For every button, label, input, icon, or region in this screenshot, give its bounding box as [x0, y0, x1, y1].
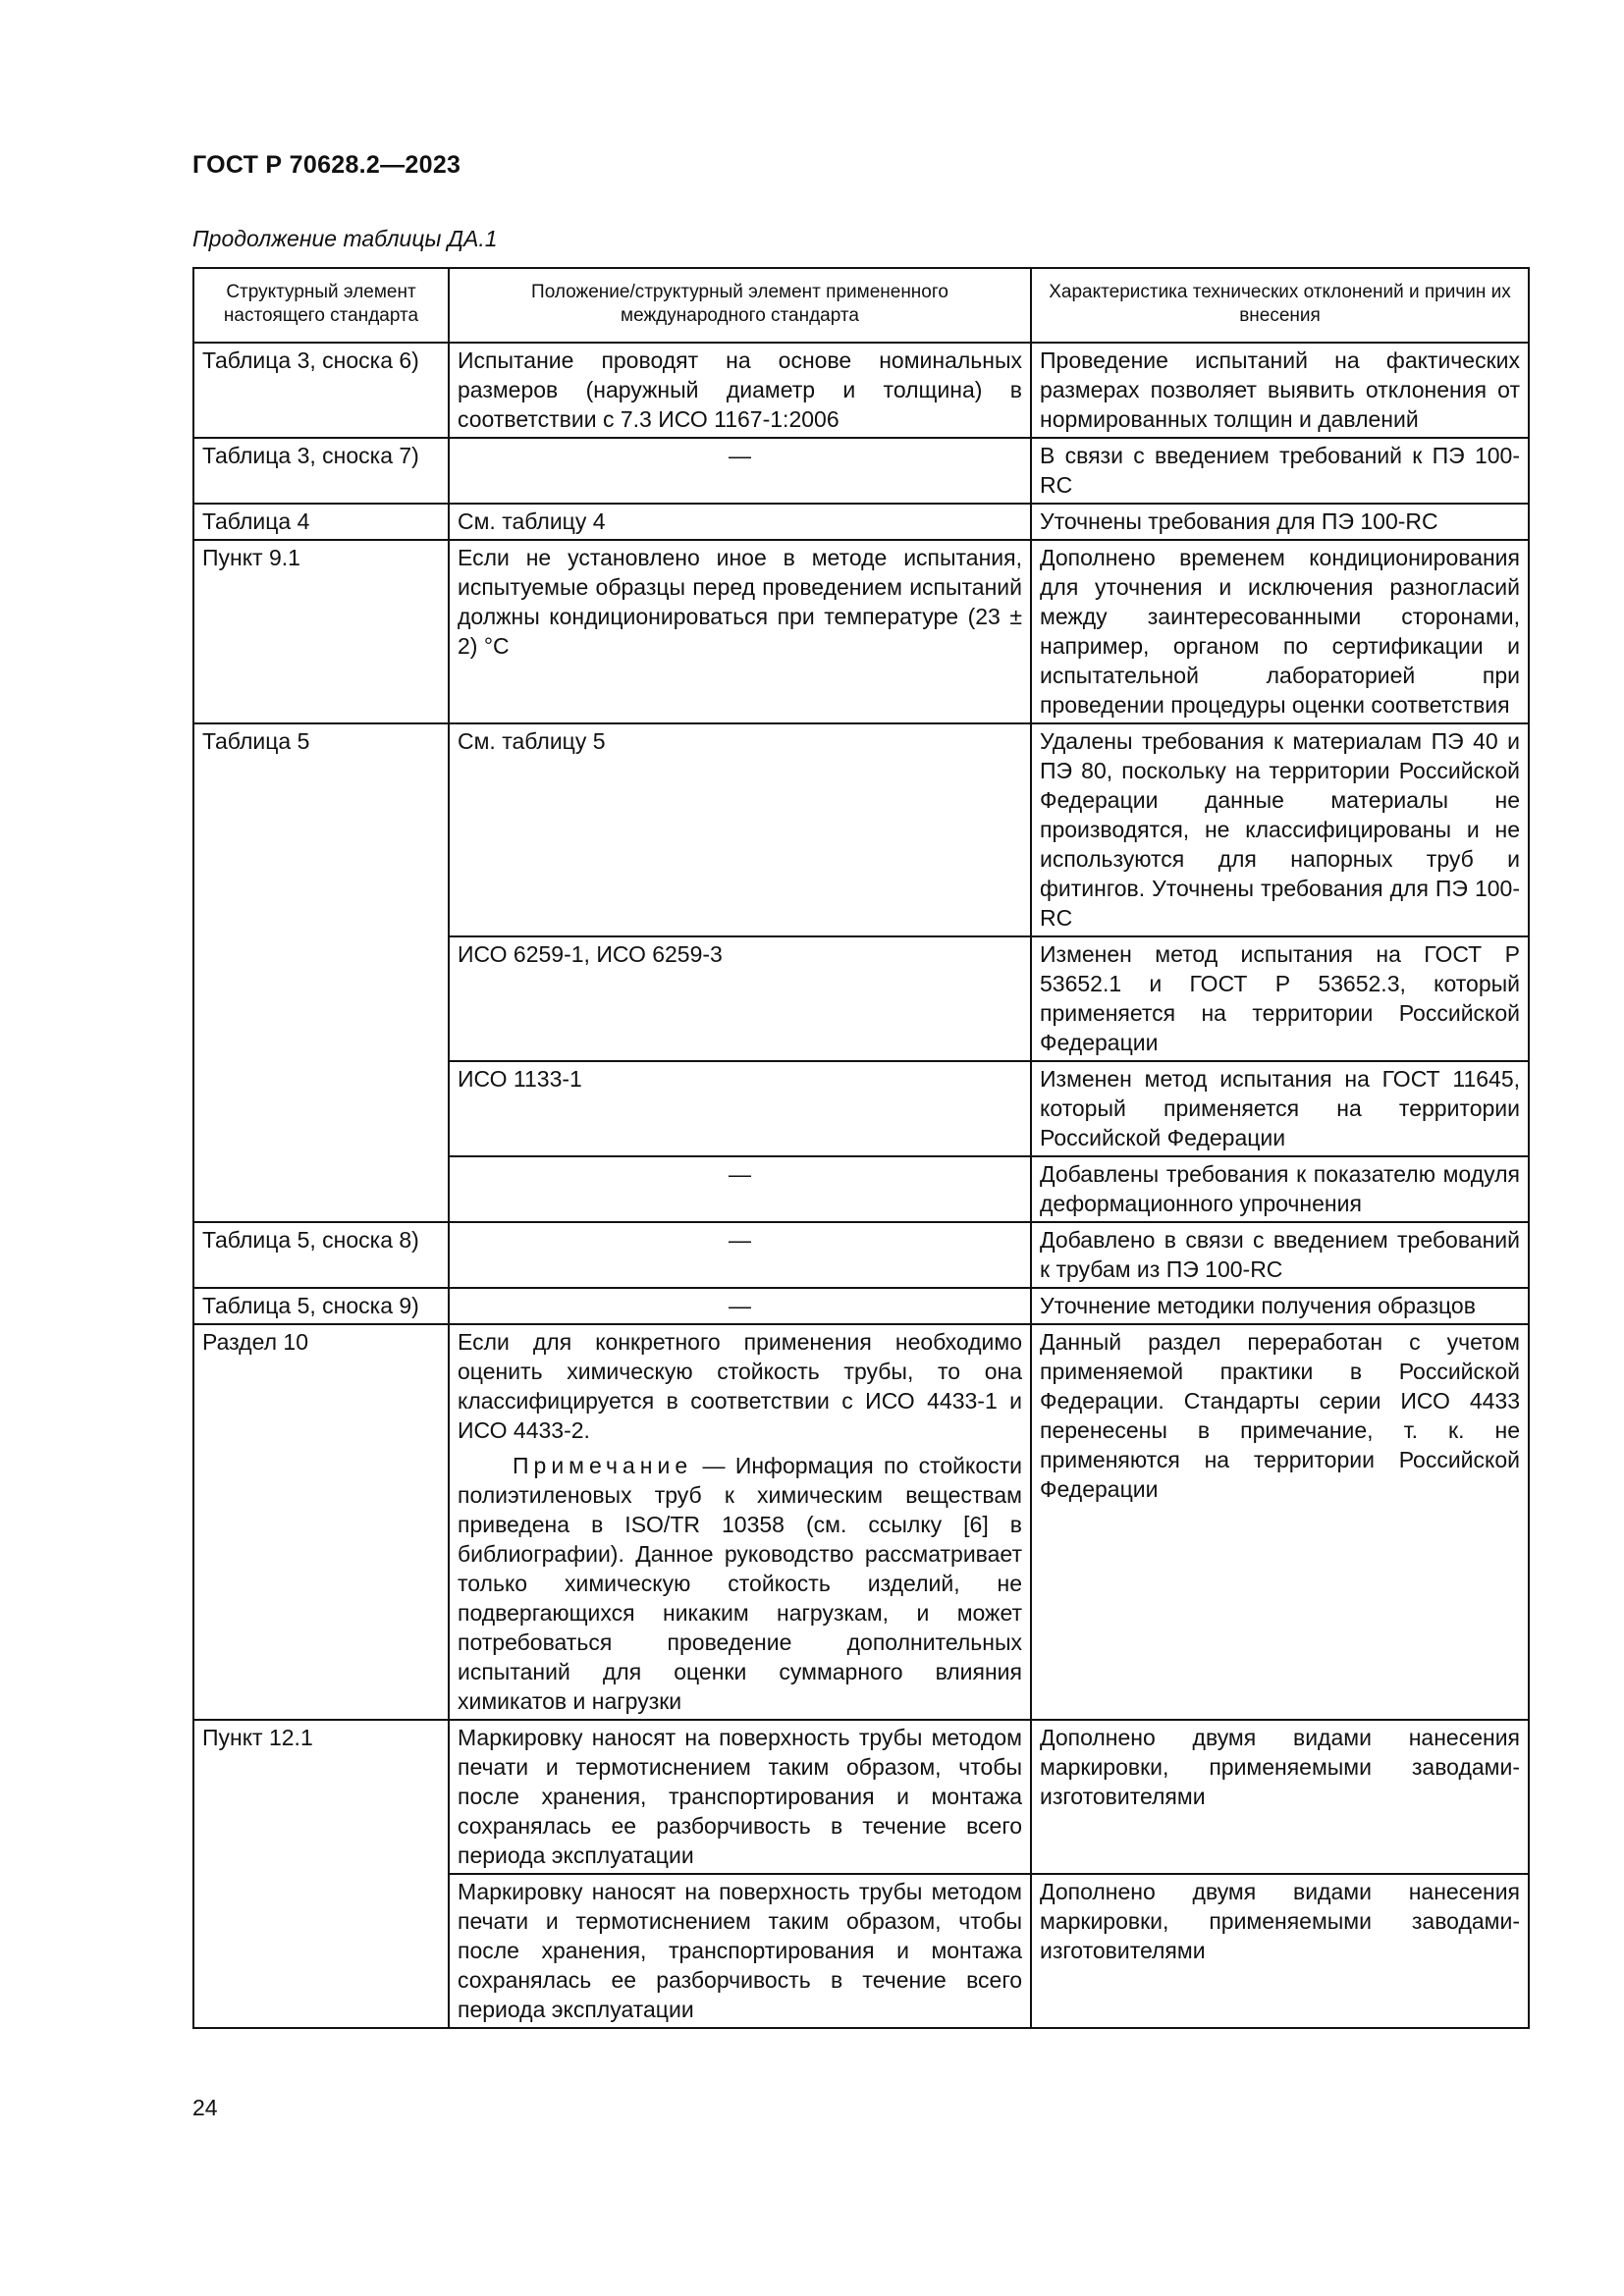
table-caption: Продолжение таблицы ДА.1	[192, 226, 498, 251]
table-row	[193, 504, 1529, 540]
column-header: Характеристика технических отклонений и причин их внесения	[1031, 268, 1529, 343]
table-row	[193, 1222, 1529, 1288]
deviation-cell: Дополнено двумя видами нанесения маркировки, применяемыми заводами-изготовителями	[1031, 1874, 1529, 2028]
element-cell: Пункт 9.1	[193, 540, 449, 723]
provision-cell: —	[449, 1222, 1031, 1288]
page-number: 24	[192, 2095, 218, 2120]
column-header: Положение/структурный элемент примененного международного стандарта	[449, 268, 1031, 343]
provision-cell: Если не установлено иное в методе испытания, испытуемые образцы перед проведением испытаний должны кондиционироваться при температуре (23 ± 2) °С	[449, 540, 1031, 723]
provision-cell: См. таблицу 5	[449, 723, 1031, 936]
table-header-row	[193, 268, 1529, 343]
deviation-cell: Дополнено временем кондиционирования для уточнения и исключения разногласий между заинтересованными сторонами, например, органом по сертификации и испытательной лабораторией при проведении процедуры оценки соответствия	[1031, 540, 1529, 723]
table-row	[193, 540, 1529, 723]
table-row	[193, 343, 1529, 438]
table-row	[193, 1288, 1529, 1324]
provision-cell: —	[449, 438, 1031, 504]
note	[458, 1451, 1022, 1716]
table-row	[193, 1324, 1529, 1720]
note-label: Примечание	[513, 1453, 693, 1478]
deviation-cell: Добавлено в связи с введением требований к трубам из ПЭ 100-RC	[1031, 1222, 1529, 1288]
element-cell: Таблица 5, сноска 8)	[193, 1222, 449, 1288]
provision-cell: ИСО 1133-1	[449, 1061, 1031, 1156]
deviations-table	[192, 267, 1530, 2029]
column-header: Структурный элемент настоящего стандарта	[193, 268, 449, 343]
element-cell: Таблица 5	[193, 723, 449, 1222]
provision-cell	[449, 1324, 1031, 1720]
deviation-cell: Данный раздел переработан с учетом применяемой практики в Российской Федерации. Стандарты серии ИСО 4433 перенесены в примечание, т. к. не применяются на территории Российской Федерации	[1031, 1324, 1529, 1720]
provision-cell: —	[449, 1156, 1031, 1222]
document-id: ГОСТ Р 70628.2—2023	[192, 151, 461, 179]
provision-cell: ИСО 6259-1, ИСО 6259-3	[449, 936, 1031, 1061]
table-row	[193, 723, 1529, 936]
note-text: — Информация по стойкости полиэтиленовых труб к химическим веществам приведена в ISO/TR 10358 (см. ссылку [6] в библиографии). Данное руководство рассматривает только химическую стойкость изделий, не подвергающихся никаким нагрузкам, и может потребоваться проведение дополнительных испытаний для оценки суммарного влияния химикатов и нагрузки	[458, 1453, 1022, 1714]
deviation-cell: Дополнено двумя видами нанесения маркировки, применяемыми заводами-изготовителями	[1031, 1720, 1529, 1874]
element-cell: Раздел 10	[193, 1324, 449, 1720]
deviation-cell: Добавлены требования к показателю модуля деформационного упрочнения	[1031, 1156, 1529, 1222]
provision-cell: —	[449, 1288, 1031, 1324]
element-cell: Таблица 4	[193, 504, 449, 540]
provision-cell: См. таблицу 4	[449, 504, 1031, 540]
element-cell: Пункт 12.1	[193, 1720, 449, 2028]
deviation-cell: Уточнены требования для ПЭ 100-RC	[1031, 504, 1529, 540]
deviation-cell: Изменен метод испытания на ГОСТ 11645, который применяется на территории Российской Федерации	[1031, 1061, 1529, 1156]
table-row	[193, 438, 1529, 504]
deviation-cell: Удалены требования к материалам ПЭ 40 и ПЭ 80, поскольку на территории Российской Федерации данные материалы не производятся, не классифицированы и не используются для напорных труб и фитингов. Уточнены требования для ПЭ 100-RC	[1031, 723, 1529, 936]
element-cell: Таблица 3, сноска 6)	[193, 343, 449, 438]
element-cell: Таблица 3, сноска 7)	[193, 438, 449, 504]
deviation-cell: Проведение испытаний на фактических размерах позволяет выявить отклонения от нормированных толщин и давлений	[1031, 343, 1529, 438]
deviation-cell: Изменен метод испытания на ГОСТ Р 53652.1 и ГОСТ Р 53652.3, который применяется на территории Российской Федерации	[1031, 936, 1529, 1061]
provision-text: Если для конкретного применения необходимо оценить химическую стойкость трубы, то она классифицируется в соответствии с ИСО 4433-1 и ИСО 4433-2.	[458, 1329, 1022, 1443]
provision-cell: Маркировку наносят на поверхность трубы методом печати и термотиснением таким образом, чтобы после хранения, транспортирования и монтажа сохранялась ее разборчивость в течение всего периода эксплуатации	[449, 1874, 1031, 2028]
provision-cell: Маркировку наносят на поверхность трубы методом печати и термотиснением таким образом, чтобы после хранения, транспортирования и монтажа сохранялась ее разборчивость в течение всего периода эксплуатации	[449, 1720, 1031, 1874]
table-row	[193, 1720, 1529, 1874]
deviation-cell: В связи с введением требований к ПЭ 100-RC	[1031, 438, 1529, 504]
element-cell: Таблица 5, сноска 9)	[193, 1288, 449, 1324]
provision-cell: Испытание проводят на основе номинальных размеров (наружный диаметр и толщина) в соответствии с 7.3 ИСО 1167-1:2006	[449, 343, 1031, 438]
deviation-cell: Уточнение методики получения образцов	[1031, 1288, 1529, 1324]
